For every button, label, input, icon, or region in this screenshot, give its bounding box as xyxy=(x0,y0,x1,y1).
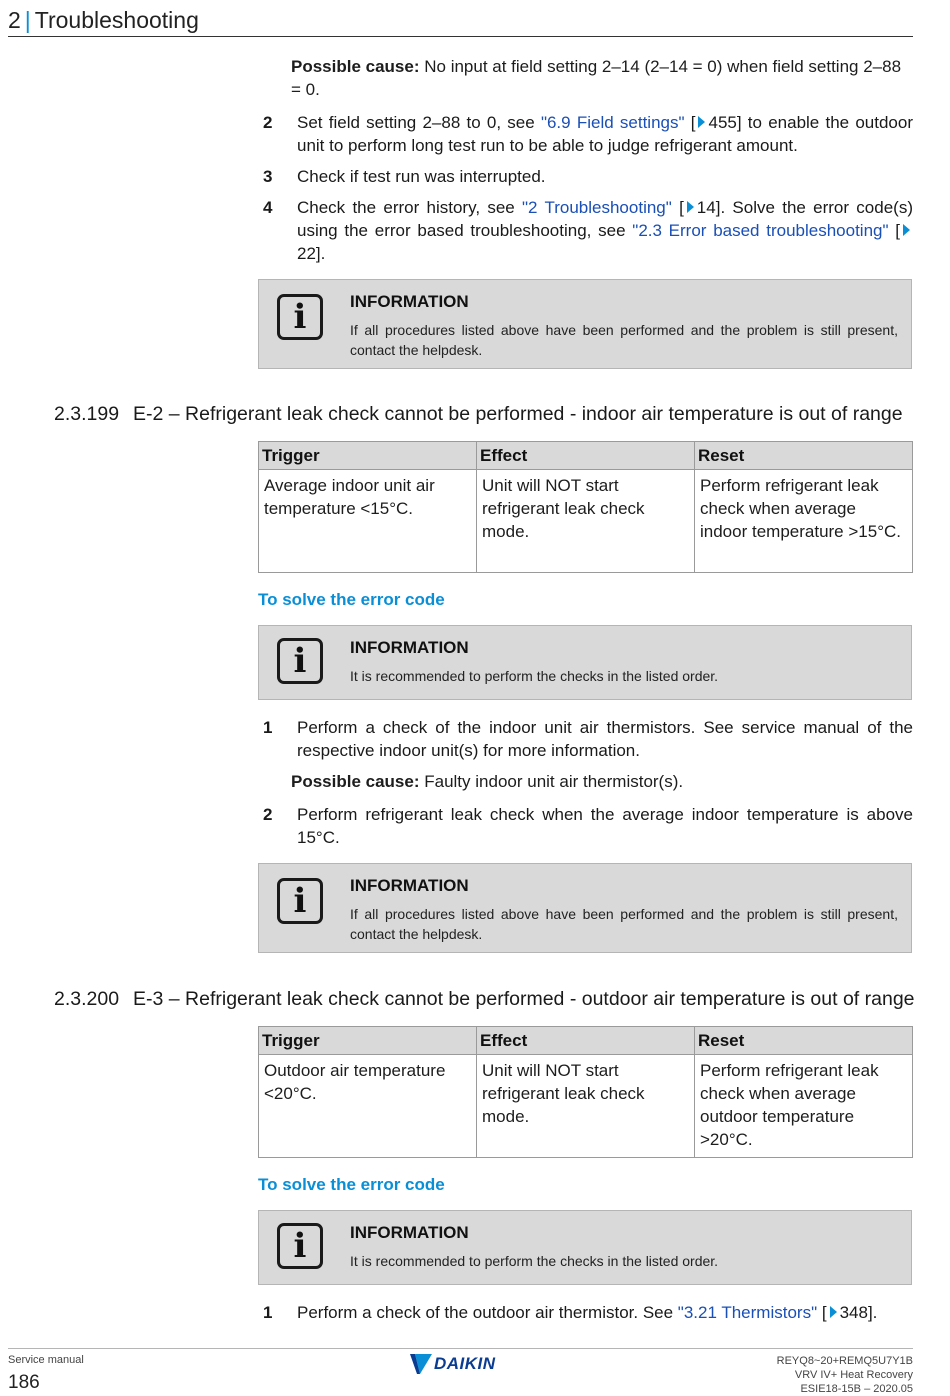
step-number: 2 xyxy=(263,805,273,824)
step-text-part: Perform a check of the outdoor air thermistor. See xyxy=(297,1303,678,1322)
table-header-row xyxy=(259,1027,913,1055)
cross-ref-link[interactable]: "2.3 Error based troubleshooting" xyxy=(632,221,889,240)
step-text-part: ] to enable the outdoor unit to perform long test run to be able to judge refrigerant amount. xyxy=(297,113,913,155)
step-text: Check if test run was interrupted. xyxy=(297,167,546,186)
step-text xyxy=(297,196,913,265)
footer-doc-type: Service manual xyxy=(8,1354,84,1366)
information-box xyxy=(258,863,912,953)
cross-ref-link[interactable]: "2 Troubleshooting" xyxy=(522,198,672,217)
section-title: E-3 – Refrigerant leak check cannot be performed - outdoor air temperature is out of range xyxy=(133,988,915,1010)
table-row xyxy=(259,470,913,573)
footer-model: REYQ8~20+REMQ5U7Y1B xyxy=(776,1355,913,1367)
info-title: INFORMATION xyxy=(350,638,469,657)
info-icon: i xyxy=(277,1223,323,1269)
page-ref-arrow-icon xyxy=(903,224,910,236)
info-icon: i xyxy=(277,878,323,924)
section-heading xyxy=(54,401,903,427)
footer-rule xyxy=(8,1348,913,1349)
header-rule xyxy=(8,36,913,37)
footer-series: VRV IV+ Heat Recovery xyxy=(794,1369,913,1381)
footer-doc-info xyxy=(777,1354,913,1396)
footer-doc-id: ESIE18-15B – 2020.05 xyxy=(800,1383,913,1395)
trigger-effect-reset-table xyxy=(258,1026,913,1158)
page-ref-number: 22 xyxy=(297,244,316,263)
table-cell: Unit will NOT start refrigerant leak check mode. xyxy=(477,470,695,573)
step-number: 4 xyxy=(263,198,273,217)
page-ref-arrow-icon xyxy=(698,116,705,128)
page-ref-arrow-icon xyxy=(687,201,694,213)
info-icon: i xyxy=(277,638,323,684)
possible-cause-label: Possible cause: xyxy=(291,57,420,76)
cross-ref-link[interactable]: "6.9 Field settings" xyxy=(540,113,685,132)
table-header: Effect xyxy=(477,1027,695,1055)
step-text-part: Set field setting 2–88 to 0, see xyxy=(297,113,541,132)
section-heading xyxy=(54,986,915,1012)
page-ref-arrow-icon xyxy=(830,1306,837,1318)
ref-bracket: [ xyxy=(888,221,901,240)
table-cell: Outdoor air temperature <20°C. xyxy=(259,1055,477,1158)
step-text-part: ]. Solve the error code(s) using the error based troubleshooting, see xyxy=(297,198,913,240)
step-text: Perform a check of the indoor unit air thermistors. See service manual of the respective indoor unit(s) for more information. xyxy=(297,718,913,760)
step-number: 2 xyxy=(263,113,273,132)
info-body: It is recommended to perform the checks in the listed order. xyxy=(350,668,719,684)
step-text-part: ]. xyxy=(867,1303,878,1322)
table-header: Reset xyxy=(695,442,913,470)
page-ref-number: 14 xyxy=(696,198,716,217)
ref-bracket: [ xyxy=(817,1303,827,1322)
table-header: Reset xyxy=(695,1027,913,1055)
possible-cause-text: Faulty indoor unit air thermistor(s). xyxy=(419,772,684,791)
table-header: Trigger xyxy=(259,442,477,470)
page-ref-number: 348 xyxy=(839,1303,868,1322)
daikin-logo-icon xyxy=(408,1354,432,1374)
section-title: E-2 – Refrigerant leak check cannot be performed - indoor air temperature is out of range xyxy=(133,403,903,425)
table-cell: Unit will NOT start refrigerant leak check mode. xyxy=(477,1055,695,1158)
daikin-logo xyxy=(408,1354,496,1374)
step-text xyxy=(297,111,913,157)
table-header-row xyxy=(259,442,913,470)
solve-heading: To solve the error code xyxy=(258,590,445,609)
cross-ref-link[interactable]: "3.21 Thermistors" xyxy=(677,1303,818,1322)
table-header: Trigger xyxy=(259,1027,477,1055)
step-text-part: Check the error history, see xyxy=(297,198,523,217)
table-cell: Perform refrigerant leak check when average outdoor temperature >20°C. xyxy=(695,1055,913,1158)
possible-cause xyxy=(291,770,911,793)
table-row xyxy=(259,1055,913,1158)
table-header: Effect xyxy=(477,442,695,470)
ref-bracket: [ xyxy=(684,113,696,132)
info-body: If all procedures listed above have been performed and the problem is still present, contact the helpdesk. xyxy=(350,322,898,358)
ref-bracket: [ xyxy=(671,198,684,217)
section-number: 2.3.199 xyxy=(54,403,120,425)
info-title: INFORMATION xyxy=(350,876,469,895)
step-number: 1 xyxy=(263,718,273,737)
information-box xyxy=(258,279,912,369)
possible-cause-top xyxy=(291,55,911,101)
table-cell: Perform refrigerant leak check when average indoor temperature >15°C. xyxy=(695,470,913,573)
chapter-title: Troubleshooting xyxy=(34,7,199,33)
information-box xyxy=(258,1210,912,1285)
info-icon: i xyxy=(277,294,323,340)
chapter-number: 2 xyxy=(8,7,21,33)
step-text: Perform refrigerant leak check when the average indoor temperature is above 15°C. xyxy=(297,805,913,847)
info-body: If all procedures listed above have been performed and the problem is still present, contact the helpdesk. xyxy=(350,906,898,942)
page-ref-number: 455 xyxy=(708,113,737,132)
page-header xyxy=(8,6,199,34)
brand-name: DAIKIN xyxy=(434,1354,496,1373)
page-number: 186 xyxy=(8,1372,40,1393)
header-separator: | xyxy=(24,7,31,33)
info-body: It is recommended to perform the checks in the listed order. xyxy=(350,1253,719,1269)
step-number: 3 xyxy=(263,167,273,186)
information-box xyxy=(258,625,912,700)
solve-heading: To solve the error code xyxy=(258,1175,445,1194)
step-text xyxy=(297,1301,913,1324)
possible-cause-label: Possible cause: xyxy=(291,772,420,791)
info-title: INFORMATION xyxy=(350,292,469,311)
possible-cause-text: No input at field setting 2–14 (2–14 = 0) when field setting 2–88 = 0. xyxy=(291,57,902,99)
section-number: 2.3.200 xyxy=(54,988,120,1010)
step-text-part: ]. xyxy=(315,244,326,263)
table-cell: Average indoor unit air temperature <15°C. xyxy=(259,470,477,573)
info-title: INFORMATION xyxy=(350,1223,469,1242)
step-number: 1 xyxy=(263,1303,273,1322)
trigger-effect-reset-table xyxy=(258,441,913,573)
